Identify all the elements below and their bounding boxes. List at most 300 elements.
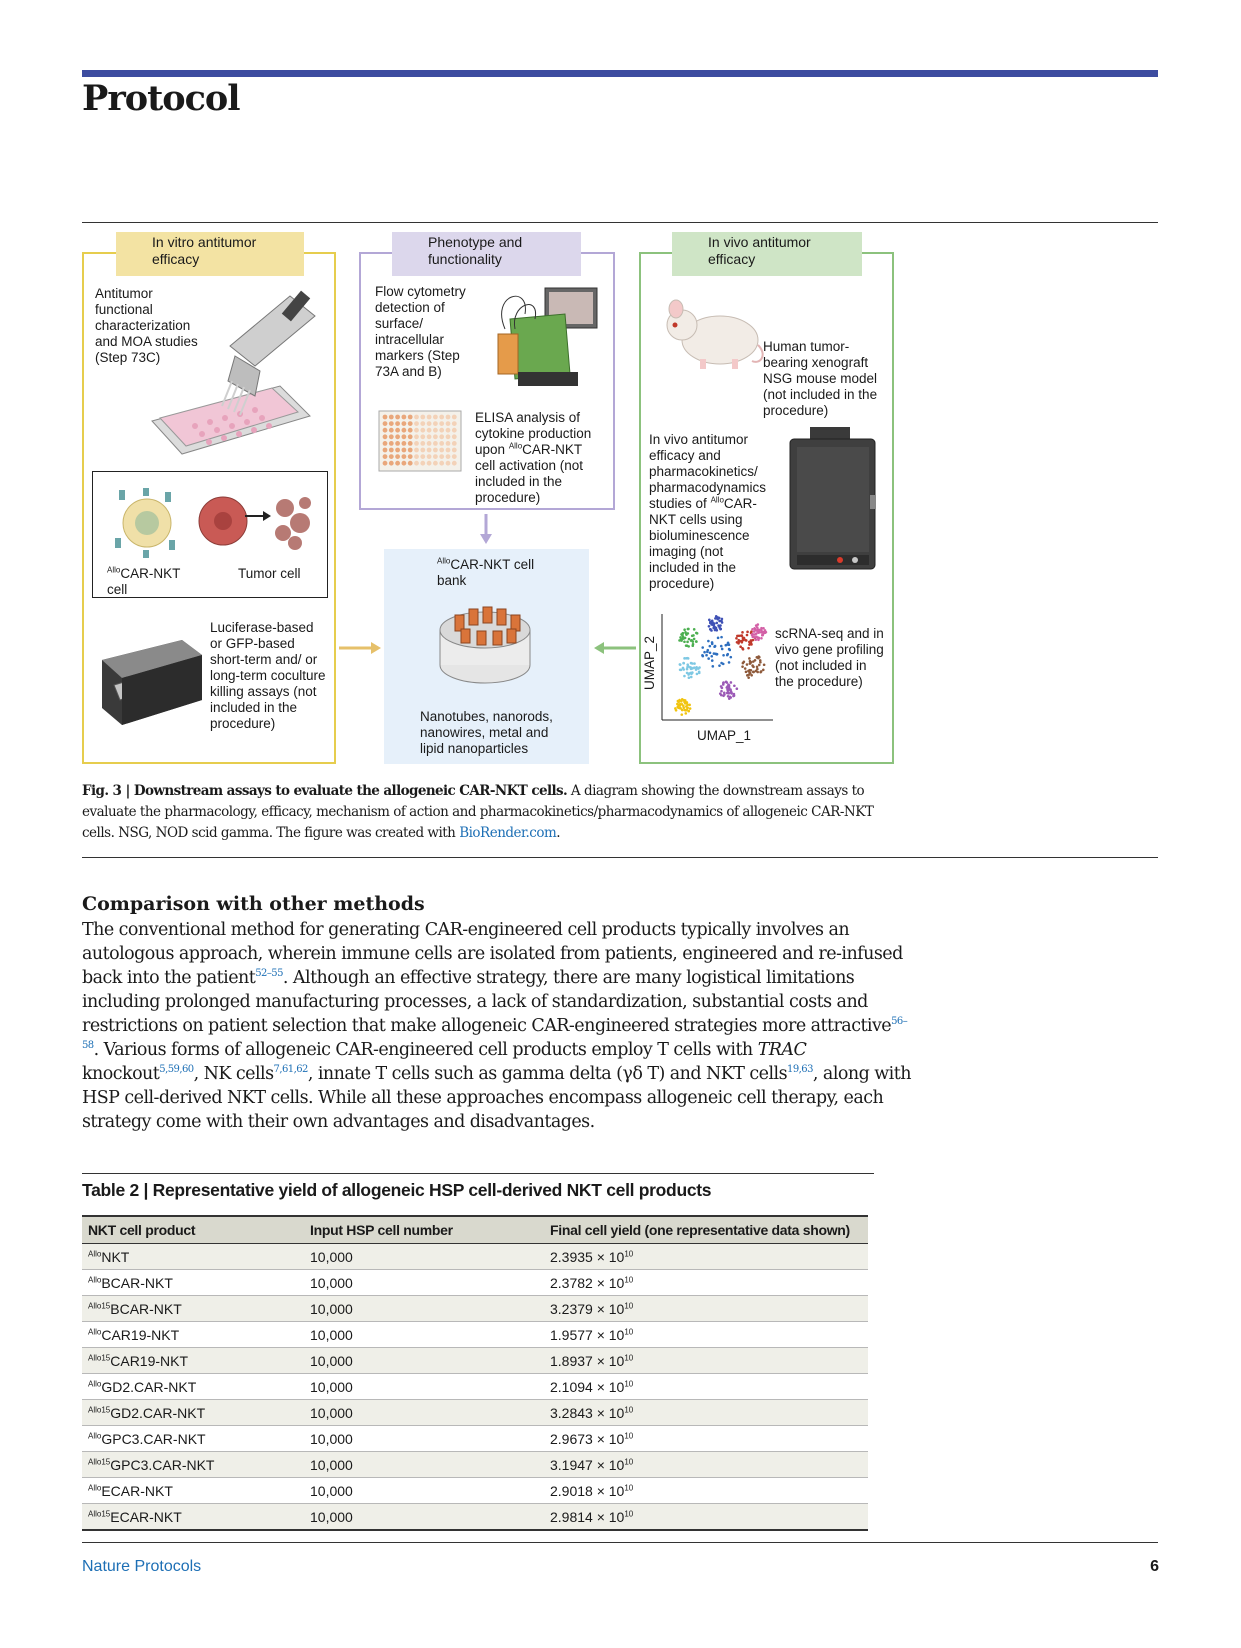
elisa-well (383, 415, 388, 420)
umap-point (709, 651, 712, 654)
umap-point (680, 638, 683, 641)
umap-point (689, 666, 692, 669)
elisa-well (446, 421, 451, 426)
umap-point (756, 668, 759, 671)
elisa-well (383, 461, 388, 466)
umap-point (760, 670, 763, 673)
umap-point (707, 657, 710, 660)
umap-point (758, 631, 761, 634)
elisa-well (452, 421, 457, 426)
elisa-well (427, 441, 432, 446)
col-header-yield: Final cell yield (one representative data shown) (544, 1216, 868, 1244)
table-header-row (82, 1216, 868, 1244)
plate-reader-illustration (92, 630, 207, 735)
elisa-well (433, 448, 438, 453)
section-title: Protocol (82, 78, 240, 119)
umap-x-label: UMAP_1 (697, 728, 752, 743)
elisa-well (408, 428, 413, 433)
cell-input: 10,000 (304, 1478, 544, 1504)
cell-product: $^{Allo15}$ECAR-NKT (82, 1504, 304, 1531)
umap-point (693, 628, 696, 631)
umap-point (684, 637, 687, 640)
elisa-well (389, 448, 394, 453)
elisa-well (427, 434, 432, 439)
umap-point (685, 705, 688, 708)
elisa-well (395, 448, 400, 453)
label-scrna: scRNA-seq and in vivo gene profiling (not included in the procedure) (775, 626, 884, 689)
umap-point (682, 632, 685, 635)
umap-point (684, 712, 687, 715)
umap-point (726, 681, 729, 684)
elisa-well (408, 461, 413, 466)
elisa-well (383, 454, 388, 459)
elisa-well (408, 448, 413, 453)
elisa-well (433, 434, 438, 439)
table-row (82, 1504, 868, 1531)
umap-point (757, 636, 760, 639)
umap-point (741, 631, 744, 634)
cell-product: $^{Allo}$BCAR-NKT (82, 1270, 304, 1296)
figure-caption: Fig. 3 | Downstream assays to evaluate the allogeneic CAR-NKT cells. A diagram showing the downstream assays to evaluate the pharmacology, efficacy, mechanism of action and pharmacokinetics/pharmacodynamics of allogeneic CAR-NKT cells. NSG, NOD scid gamma. The figure was created with BioRender.com. (82, 783, 874, 841)
umap-point (685, 708, 688, 711)
cell-yield: $3.2379 \times 10^{10}$ (544, 1296, 868, 1322)
ref-link[interactable]: 19,63 (787, 1064, 813, 1076)
umap-point (688, 676, 691, 679)
umap-point (749, 662, 752, 665)
umap-point (741, 641, 744, 644)
elisa-well (383, 434, 388, 439)
umap-point (736, 641, 739, 644)
elisa-well (439, 434, 444, 439)
ref-link[interactable]: 7,61,62 (273, 1064, 308, 1076)
elisa-well (452, 415, 457, 420)
elisa-well (452, 448, 457, 453)
umap-point (682, 662, 685, 665)
umap-point (680, 669, 683, 672)
umap-point (683, 640, 686, 643)
umap-point (701, 654, 704, 657)
umap-point (722, 663, 725, 666)
cell-input: 10,000 (304, 1244, 544, 1270)
umap-point (677, 707, 680, 710)
cell-input: 10,000 (304, 1322, 544, 1348)
elisa-well (389, 428, 394, 433)
label-cell-bank: $^{Allo}$CAR-NKT cell bank (437, 556, 535, 588)
umap-point (691, 667, 694, 670)
umap-point (684, 631, 687, 634)
umap-point (679, 703, 682, 706)
umap-point (718, 664, 721, 667)
umap-point (745, 639, 748, 642)
umap-point (695, 632, 698, 635)
umap-point (752, 666, 755, 669)
cell-input: 10,000 (304, 1270, 544, 1296)
umap-point (716, 622, 719, 625)
cell-yield: $2.9673 \times 10^{10}$ (544, 1426, 868, 1452)
elisa-well (395, 428, 400, 433)
elisa-well (427, 454, 432, 459)
elisa-well (439, 441, 444, 446)
umap-point (755, 629, 758, 632)
elisa-well (395, 441, 400, 446)
cell-yield: $3.2843 \times 10^{10}$ (544, 1400, 868, 1426)
section-paragraph: The conventional method for generating CAR-engineered cell products typically involves an autologous approach, wherein immune cells are isolated from patients, engineered and re-infused back into the patient$^{52-55}$. Although an effective strategy, there are many logistical limitations including prolonged manufacturing processes, a lack of standardization, substantial costs and restrictions on patient selection that make allogeneic CAR-engineered strategies more attractive$^{56-58}$. Various forms of allogeneic CAR-engineered cell products employ T cells with TRAC knockout$^{5,59,60}$, NK cells$^{7,61,62}$, innate T cells such as gamma delta (γδ T) and NKT cells$^{19,63}$, along with HSP cell-derived NKT cells. While all these approaches encompass allogeneic cell therapy, each strategy come with their own advantages and disadvantages. (82, 920, 911, 1132)
umap-point (690, 676, 693, 679)
umap-point (721, 621, 724, 624)
footer-rule (82, 1542, 1158, 1543)
elisa-well (446, 441, 451, 446)
label-antitumor: Antitumor functional characterization and MOA studies (Step 73C) (95, 286, 198, 365)
elisa-well (395, 454, 400, 459)
tag-phenotype: Phenotype and functionality (392, 232, 581, 276)
cell-input: 10,000 (304, 1504, 544, 1531)
umap-point (755, 632, 758, 635)
umap-point (692, 643, 695, 646)
elisa-well (402, 428, 407, 433)
label-bioluminescence: In vivo antitumor efficacy and pharmacokinetics/ pharmacodynamics studies of $^{Allo}$CAR-NKT cells using bioluminescence imaging (not included in the procedure) (649, 432, 767, 591)
elisa-well (439, 428, 444, 433)
table-body (82, 1244, 868, 1531)
arrow-right-icon (337, 640, 383, 656)
label-xenograft: Human tumor-bearing xenograft NSG mouse model (not included in the procedure) (763, 339, 878, 418)
umap-point (752, 660, 755, 663)
elisa-well (389, 434, 394, 439)
elisa-well (383, 428, 388, 433)
cell-product: $^{Allo15}$CAR19-NKT (82, 1348, 304, 1374)
cell-product: $^{Allo}$NKT (82, 1244, 304, 1270)
elisa-well (427, 448, 432, 453)
umap-point (720, 645, 723, 648)
cryobox-illustration (435, 595, 535, 695)
umap-point (710, 629, 713, 632)
umap-point (677, 700, 680, 703)
elisa-well (427, 461, 432, 466)
umap-point (719, 624, 722, 627)
umap-point (701, 646, 704, 649)
table-row (82, 1426, 868, 1452)
umap-point (708, 625, 711, 628)
umap-point (678, 639, 681, 642)
elisa-well (414, 454, 419, 459)
elisa-well (395, 415, 400, 420)
biorender-link[interactable]: BioRender.com (459, 825, 557, 841)
umap-point (733, 684, 736, 687)
umap-point (720, 690, 723, 693)
umap-point (758, 656, 761, 659)
umap-point (691, 671, 694, 674)
umap-point (689, 707, 692, 710)
umap-point (753, 636, 756, 639)
table-top-rule (82, 1173, 874, 1174)
umap-point (728, 661, 731, 664)
table-row (82, 1374, 868, 1400)
tag-in-vivo: In vivo antitumor efficacy (672, 232, 862, 276)
umap-point (705, 654, 708, 657)
umap-point (696, 673, 699, 676)
umap-point (750, 669, 753, 672)
elisa-well (420, 441, 425, 446)
tag-in-vitro: In vitro antitumor efficacy (116, 232, 304, 276)
umap-point (707, 640, 710, 643)
umap-point (748, 673, 751, 676)
elisa-well (408, 454, 413, 459)
umap-point (711, 659, 714, 662)
table-row (82, 1478, 868, 1504)
umap-point (682, 704, 685, 707)
cell-product: $^{Allo15}$GPC3.CAR-NKT (82, 1452, 304, 1478)
cell-yield: $2.3782 \times 10^{10}$ (544, 1270, 868, 1296)
ref-link[interactable]: 56–58 (82, 1016, 908, 1052)
label-flow-cytometry: Flow cytometry detection of surface/ intracellular markers (Step 73A and B) (375, 284, 466, 379)
label-nanoparticles: Nanotubes, nanorods, nanowires, metal and lipid nanoparticles (420, 709, 553, 756)
umap-point (762, 669, 765, 672)
ref-link[interactable]: 52–55 (255, 968, 283, 980)
table-title: Table 2 | Representative yield of allogeneic HSP cell-derived NKT cell products (82, 1180, 712, 1200)
umap-point (690, 662, 693, 665)
elisa-well (402, 434, 407, 439)
umap-point (728, 648, 731, 651)
table-row (82, 1400, 868, 1426)
umap-point (686, 663, 689, 666)
umap-point (683, 628, 686, 631)
elisa-well (408, 421, 413, 426)
elisa-well (402, 421, 407, 426)
elisa-well (439, 454, 444, 459)
elisa-well (414, 434, 419, 439)
umap-point (723, 693, 726, 696)
journal-name: Nature Protocols (82, 1558, 202, 1575)
elisa-well (395, 421, 400, 426)
umap-point (750, 674, 753, 677)
umap-point (763, 632, 766, 635)
umap-point (717, 617, 720, 620)
umap-point (687, 632, 690, 635)
elisa-well (446, 454, 451, 459)
elisa-well (408, 434, 413, 439)
elisa-well (414, 461, 419, 466)
umap-point (695, 640, 698, 643)
flow-cytometer-illustration (490, 284, 605, 394)
elisa-well (420, 428, 425, 433)
umap-clusters (674, 615, 767, 716)
table-row (82, 1270, 868, 1296)
umap-point (728, 687, 731, 690)
umap-point (756, 665, 759, 668)
umap-point (714, 653, 717, 656)
elisa-well (452, 441, 457, 446)
ref-link[interactable]: 5,59,60 (159, 1064, 194, 1076)
figure-bottom-rule (82, 857, 1158, 858)
umap-point (688, 704, 691, 707)
elisa-well (433, 441, 438, 446)
umap-point (748, 657, 751, 660)
umap-point (683, 675, 686, 678)
cell-yield: $2.9018 \times 10^{10}$ (544, 1478, 868, 1504)
umap-point (711, 621, 714, 624)
umap-point (760, 637, 763, 640)
elisa-well (383, 448, 388, 453)
elisa-well (452, 428, 457, 433)
cell-product: $^{Allo15}$GD2.CAR-NKT (82, 1400, 304, 1426)
elisa-well (420, 461, 425, 466)
elisa-well (446, 428, 451, 433)
umap-point (679, 663, 682, 666)
elisa-well (439, 448, 444, 453)
elisa-well (439, 421, 444, 426)
elisa-well (414, 428, 419, 433)
elisa-well (427, 428, 432, 433)
label-tumor-cell: Tumor cell (238, 566, 301, 581)
elisa-well (433, 428, 438, 433)
umap-point (747, 676, 750, 679)
arrow-down-icon (478, 512, 494, 546)
umap-point (703, 651, 706, 654)
elisa-well (420, 454, 425, 459)
umap-point (697, 667, 700, 670)
cell-product: $^{Allo}$GD2.CAR-NKT (82, 1374, 304, 1400)
elisa-well (402, 415, 407, 420)
umap-point (698, 671, 701, 674)
elisa-well (452, 461, 457, 466)
elisa-well (383, 441, 388, 446)
cell-input: 10,000 (304, 1348, 544, 1374)
umap-point (674, 707, 677, 710)
table-row (82, 1296, 868, 1322)
elisa-well (408, 415, 413, 420)
imaging-system-illustration (785, 425, 885, 580)
umap-point (726, 643, 729, 646)
cell-product: $^{Allo15}$BCAR-NKT (82, 1296, 304, 1322)
elisa-well (452, 434, 457, 439)
elisa-well (395, 434, 400, 439)
elisa-well (389, 415, 394, 420)
umap-point (739, 645, 742, 648)
page-number: 6 (1150, 1558, 1159, 1575)
elisa-well (427, 421, 432, 426)
umap-point (730, 681, 733, 684)
umap-point (758, 664, 761, 667)
umap-point (710, 655, 713, 658)
cell-input: 10,000 (304, 1426, 544, 1452)
umap-point (715, 615, 718, 618)
elisa-well (439, 415, 444, 420)
umap-point (711, 665, 714, 668)
umap-point (695, 668, 698, 671)
section-heading: Comparison with other methods (82, 893, 425, 915)
cell-product: $^{Allo}$ECAR-NKT (82, 1478, 304, 1504)
umap-point (712, 627, 715, 630)
table-row (82, 1348, 868, 1374)
label-car-nkt-cell: $^{Allo}$CAR-NKT cell (107, 565, 181, 597)
umap-point (714, 645, 717, 648)
umap-point (681, 634, 684, 637)
umap-point (759, 661, 762, 664)
elisa-well (389, 461, 394, 466)
umap-point (715, 628, 718, 631)
col-header-product: NKT cell product (82, 1216, 304, 1244)
umap-point (687, 628, 690, 631)
elisa-well (446, 434, 451, 439)
table-row (82, 1322, 868, 1348)
umap-point (717, 637, 720, 640)
elisa-well (414, 441, 419, 446)
umap-plot (650, 612, 775, 724)
umap-point (684, 701, 687, 704)
umap-point (727, 683, 730, 686)
umap-point (719, 692, 722, 695)
umap-point (750, 643, 753, 646)
label-killing-assays: Luciferase-based or GFP-based short-term and/ or long-term coculture killing assays (not included in the procedure) (210, 620, 326, 731)
umap-point (746, 631, 749, 634)
cell-yield: $1.8937 \times 10^{10}$ (544, 1348, 868, 1374)
umap-point (735, 637, 738, 640)
yield-table (82, 1215, 868, 1531)
umap-point (688, 638, 691, 641)
umap-point (687, 657, 690, 660)
umap-point (752, 671, 755, 674)
elisa-well (433, 461, 438, 466)
umap-point (726, 653, 729, 656)
umap-y-label: UMAP_2 (642, 635, 657, 690)
umap-point (746, 663, 749, 666)
elisa-well (420, 448, 425, 453)
umap-point (682, 668, 685, 671)
table-row (82, 1452, 868, 1478)
cell-yield: $2.9814 \times 10^{10}$ (544, 1504, 868, 1531)
umap-point (744, 667, 747, 670)
cell-yield: $2.1094 \times 10^{10}$ (544, 1374, 868, 1400)
figure-top-rule (82, 222, 1158, 223)
elisa-well (395, 461, 400, 466)
cell-input: 10,000 (304, 1400, 544, 1426)
umap-point (760, 631, 763, 634)
umap-point (721, 687, 724, 690)
col-header-input: Input HSP cell number (304, 1216, 544, 1244)
elisa-well (452, 454, 457, 459)
cell-input: 10,000 (304, 1296, 544, 1322)
umap-point (683, 657, 686, 660)
elisa-well (420, 415, 425, 420)
umap-point (718, 620, 721, 623)
elisa-well (414, 448, 419, 453)
umap-point (747, 647, 750, 650)
umap-point (690, 639, 693, 642)
table-row (82, 1244, 868, 1270)
umap-point (681, 698, 684, 701)
umap-point (681, 709, 684, 712)
umap-point (745, 671, 748, 674)
elisa-well (383, 421, 388, 426)
umap-point (706, 651, 709, 654)
elisa-well (389, 441, 394, 446)
elisa-well (402, 441, 407, 446)
elisa-well (408, 441, 413, 446)
umap-point (760, 627, 763, 630)
cell-killing-illustration (105, 478, 320, 563)
umap-point (740, 634, 743, 637)
umap-point (692, 634, 695, 637)
elisa-well (439, 461, 444, 466)
elisa-well (420, 434, 425, 439)
umap-point (711, 643, 714, 646)
umap-point (686, 668, 689, 671)
cell-yield: $1.9577 \times 10^{10}$ (544, 1322, 868, 1348)
umap-point (688, 672, 691, 675)
umap-point (709, 645, 712, 648)
elisa-well (446, 461, 451, 466)
elisa-well (402, 448, 407, 453)
elisa-well (414, 415, 419, 420)
